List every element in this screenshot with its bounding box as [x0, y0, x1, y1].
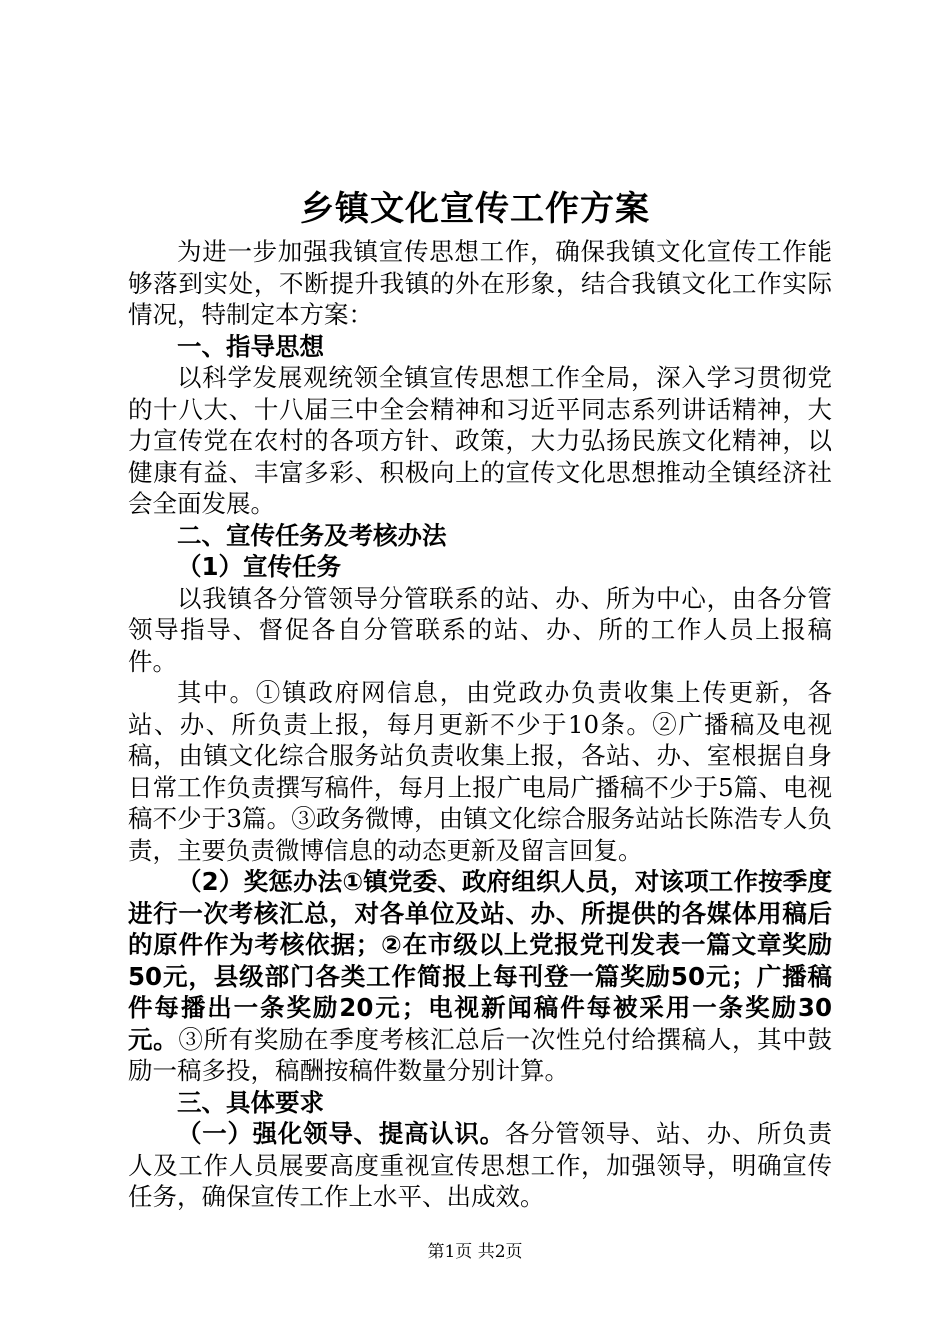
section3-item1-paragraph: [128, 1118, 832, 1213]
section2-sub1-heading: （1）宣传任务: [177, 552, 342, 581]
section2-sub2-bold-text: （2）奖惩办法①镇党委、政府组织人员，对该项工作按季度进行一次考核汇总，对各单位及站、办、所提供的各媒体用稿后的原件作为考核依据；②在市级以上党报党刊发表一篇文章奖励50元，县级部门各类工作简报上每刊登一篇奖励50元；广播稿件每播出一条奖励20元；电视新闻稿件每被采用一条奖励30元。: [128, 867, 832, 1054]
section3-heading: 三、具体要求: [177, 1087, 324, 1117]
intro-paragraph: 为进一步加强我镇宣传思想工作，确保我镇文化宣传工作能够落到实处，不断提升我镇的外在形象，结合我镇文化工作实际情况，特制定本方案：: [128, 237, 832, 329]
page-footer: 第1页 共2页: [427, 1242, 523, 1262]
section2-sub1-paragraph: 以我镇各分管领导分管联系的站、办、所为中心，由各分管领导指导、督促各自分管联系的站、办、所的工作人员上报稿件。: [128, 583, 832, 676]
section1-heading: 一、指导思想: [177, 331, 324, 361]
section2-sub2-rest-text: ③所有奖励在季度考核汇总后一次性兑付给撰稿人，其中鼓励一稿多投，稿酬按稿件数量分别计算。: [128, 1024, 833, 1085]
document-title: 乡镇文化宣传工作方案: [300, 189, 650, 229]
section2-sub1-detail-paragraph: 其中。①镇政府网信息，由党政办负责收集上传更新，各站、办、所负责上报，每月更新不少于10条。②广播稿及电视稿，由镇文化综合服务站负责收集上报，各站、办、室根据自身日常工作负责撰写稿件，每月上报广电局广播稿不少于5篇、电视稿不少于3篇。③政务微博，由镇文化综合服务站站长陈浩专人负责，主要负责微博信息的动态更新及留言回复。: [128, 678, 832, 865]
section2-heading: 二、宣传任务及考核办法: [177, 520, 447, 550]
section2-sub2-paragraph: [128, 866, 832, 1087]
section1-paragraph: 以科学发展观统领全镇宣传思想工作全局，深入学习贯彻党的十八大、十八届三中全会精神和习近平同志系列讲话精神，大力宣传党在农村的各项方针、政策，大力弘扬民族文化精神，以健康有益、丰富多彩、积极向上的宣传文化思想推动全镇经济社会全面发展。: [128, 363, 832, 518]
section3-item1-bold-text: （一）强化领导、提高认识。: [177, 1119, 505, 1148]
document-body: [128, 236, 832, 1213]
section3-item1-text: 各分管领导、站、办、所负责人及工作人员展要高度重视宣传思想工作，加强领导，明确宣传任务，确保宣传工作上水平、出成效。: [128, 1119, 832, 1211]
